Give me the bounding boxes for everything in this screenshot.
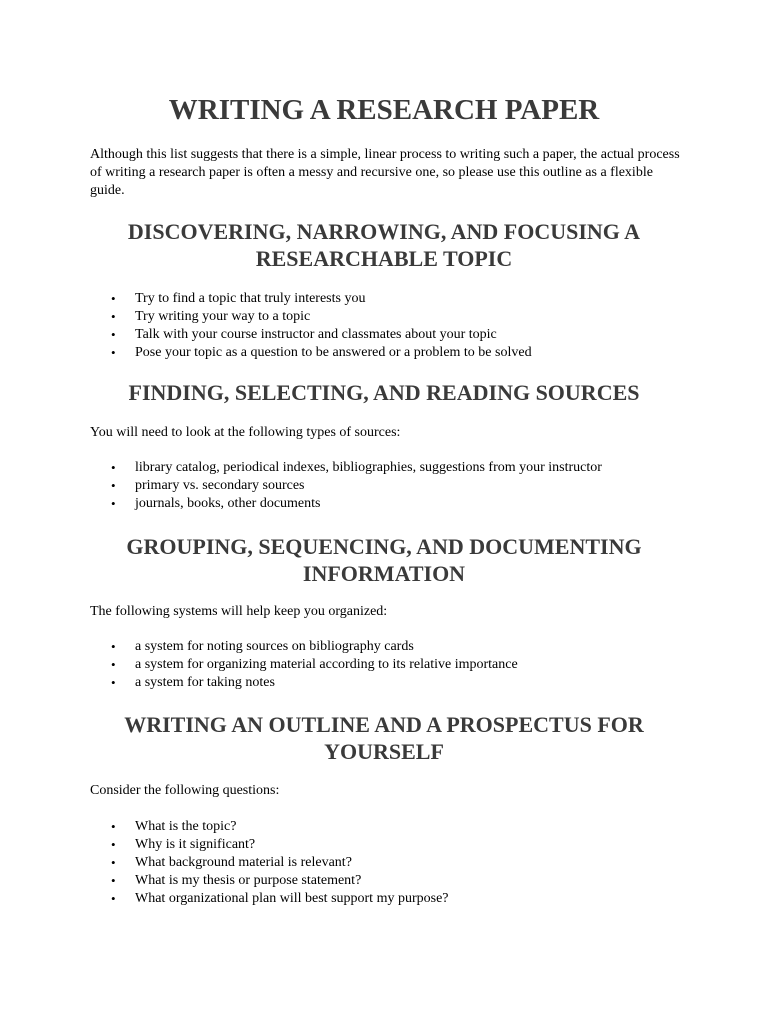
list-item bbox=[90, 344, 690, 362]
bullet-icon: • bbox=[111, 873, 116, 888]
list-item-text: a system for organizing material according to its relative importance bbox=[135, 657, 518, 672]
section-heading-outline: WRITING AN OUTLINE AND A PROSPECTUS FOR YOURSELF bbox=[124, 712, 644, 764]
section-lead-outline: Consider the following questions: bbox=[90, 783, 280, 798]
list-item-text: Try to find a topic that truly interests you bbox=[135, 291, 366, 306]
bullet-icon: • bbox=[111, 291, 116, 306]
bullet-list-outline bbox=[90, 818, 690, 908]
section-heading-sources: FINDING, SELECTING, AND READING SOURCES bbox=[128, 380, 640, 405]
list-item-text: a system for taking notes bbox=[135, 675, 275, 690]
list-item bbox=[90, 674, 690, 692]
bullet-list-topic bbox=[90, 290, 690, 362]
bullet-icon: • bbox=[111, 345, 116, 360]
section-heading-topic: DISCOVERING, NARROWING, AND FOCUSING A RESEARCHABLE TOPIC bbox=[127, 219, 641, 271]
bullet-icon: • bbox=[111, 855, 116, 870]
list-item-text: journals, books, other documents bbox=[135, 496, 321, 511]
list-item-text: primary vs. secondary sources bbox=[135, 478, 305, 493]
list-item bbox=[90, 308, 690, 326]
bullet-icon: • bbox=[111, 675, 116, 690]
list-item bbox=[90, 477, 690, 495]
list-item bbox=[90, 495, 690, 513]
bullet-icon: • bbox=[111, 478, 116, 493]
bullet-list-information bbox=[90, 638, 690, 692]
list-item-text: What is the topic? bbox=[135, 819, 237, 834]
bullet-icon: • bbox=[111, 837, 116, 852]
document-title: WRITING A RESEARCH PAPER bbox=[168, 94, 600, 126]
bullet-icon: • bbox=[111, 496, 116, 511]
bullet-icon: • bbox=[111, 657, 116, 672]
list-item bbox=[90, 290, 690, 308]
bullet-icon: • bbox=[111, 460, 116, 475]
list-item-text: Talk with your course instructor and classmates about your topic bbox=[135, 327, 497, 342]
list-item bbox=[90, 326, 690, 344]
list-item bbox=[90, 890, 690, 908]
bullet-icon: • bbox=[111, 891, 116, 906]
list-item bbox=[90, 638, 690, 656]
list-item-text: Pose your topic as a question to be answered or a problem to be solved bbox=[135, 345, 532, 360]
section-lead-information: The following systems will help keep you organized: bbox=[90, 604, 388, 619]
list-item bbox=[90, 854, 690, 872]
bullet-list-sources bbox=[90, 459, 690, 513]
list-item-text: library catalog, periodical indexes, bibliographies, suggestions from your instructor bbox=[135, 460, 602, 475]
list-item bbox=[90, 459, 690, 477]
list-item-text: a system for noting sources on bibliography cards bbox=[135, 639, 414, 654]
section-heading-information: GROUPING, SEQUENCING, AND DOCUMENTING INFORMATION bbox=[126, 534, 642, 586]
bullet-icon: • bbox=[111, 819, 116, 834]
list-item-text: Why is it significant? bbox=[135, 837, 256, 852]
list-item bbox=[90, 872, 690, 890]
bullet-icon: • bbox=[111, 639, 116, 654]
list-item-text: What organizational plan will best support my purpose? bbox=[135, 891, 449, 906]
section-lead-sources: You will need to look at the following types of sources: bbox=[90, 425, 401, 440]
list-item bbox=[90, 836, 690, 854]
bullet-icon: • bbox=[111, 309, 116, 324]
intro-paragraph: Although this list suggests that there is a simple, linear process to writing such a paper, the actual process of writing a research paper is often a messy and recursive one, so please use this outline as a flexible guide. bbox=[90, 147, 680, 198]
bullet-icon: • bbox=[111, 327, 116, 342]
list-item-text: Try writing your way to a topic bbox=[135, 309, 311, 324]
list-item bbox=[90, 818, 690, 836]
list-item-text: What background material is relevant? bbox=[135, 855, 352, 870]
list-item bbox=[90, 656, 690, 674]
list-item-text: What is my thesis or purpose statement? bbox=[135, 873, 362, 888]
